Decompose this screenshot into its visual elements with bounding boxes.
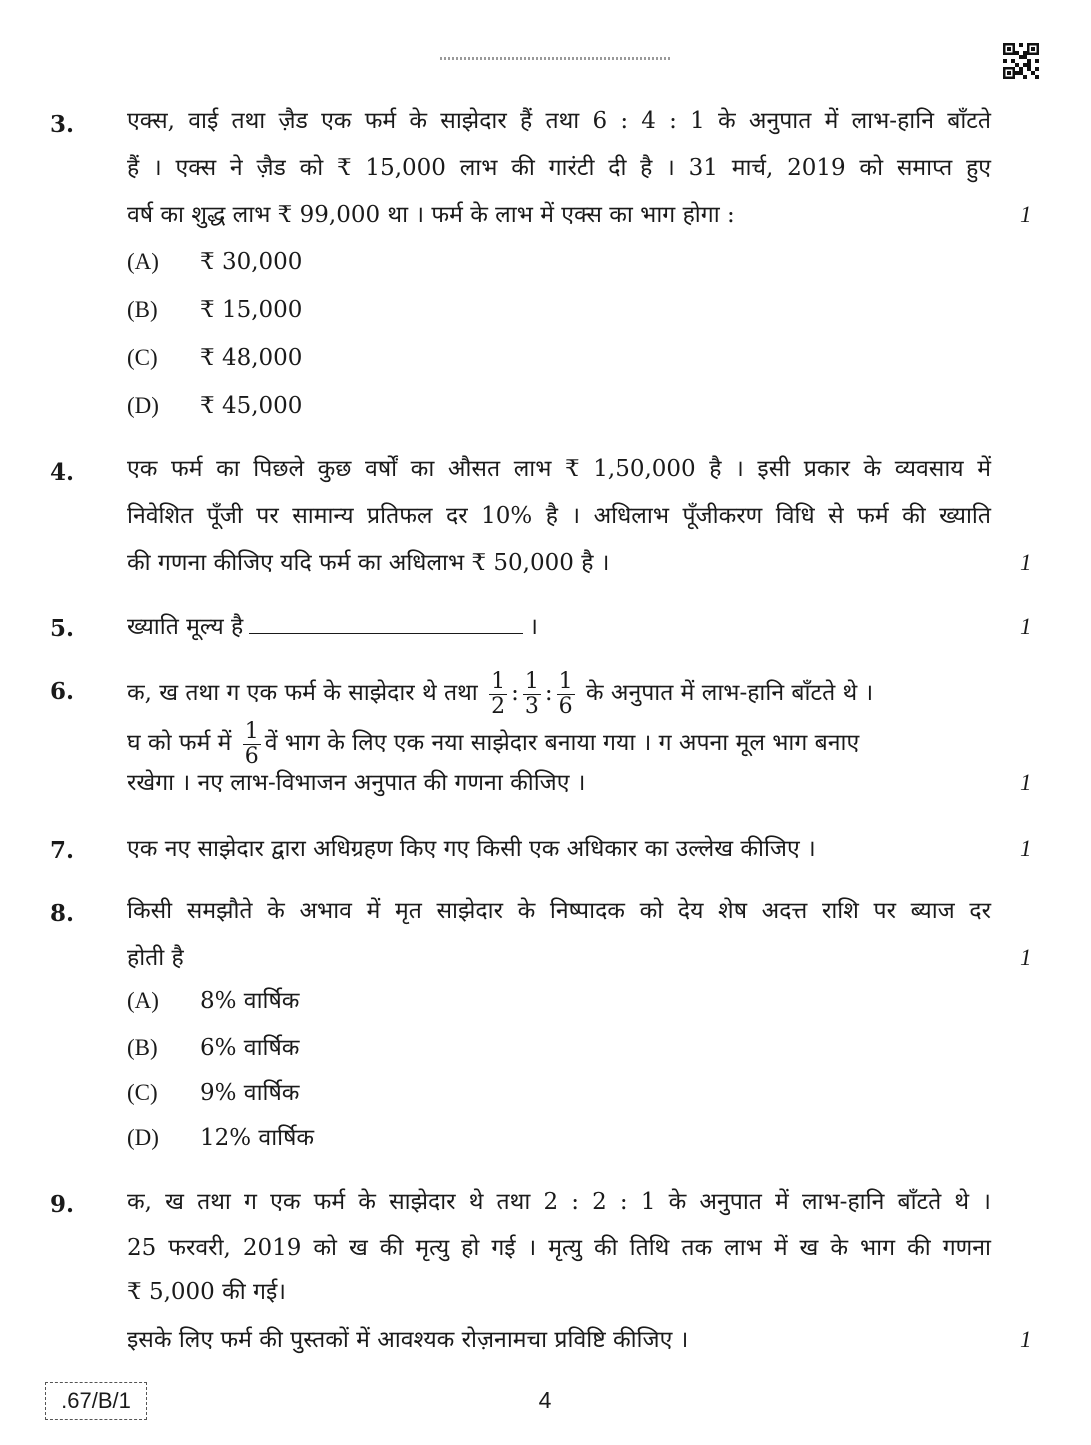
question-marks: 1 (1020, 945, 1032, 970)
option-b (127, 1033, 299, 1063)
option-text: 12% वार्षिक (200, 1125, 315, 1151)
question-text: ख्याति मूल्य है (127, 614, 244, 640)
question-text-line: 25 फरवरी, 2019 को ख की मृत्यु हो गई । मृत्यु की तिथि तक लाभ में ख के भाग की गणना (127, 1235, 991, 1261)
question-number: 4. (50, 459, 75, 486)
question-marks: 1 (1020, 202, 1032, 227)
qr-code-icon (1003, 43, 1039, 79)
option-letter: (C) (127, 1080, 158, 1105)
question-text-line: क, ख तथा ग एक फर्म के साझेदार थे तथा 2 : 2 : 1 के अनुपात में लाभ-हानि बाँटते थे । (127, 1189, 991, 1215)
question-text-line: इसके लिए फर्म की पुस्तकों में आवश्यक रोज़नामचा प्रविष्टि कीजिए । (127, 1327, 689, 1353)
option-text: 8% वार्षिक (200, 988, 300, 1014)
option-c (127, 1078, 299, 1108)
option-text: ₹ 45,000 (200, 393, 303, 419)
fraction (489, 670, 507, 719)
question-number: 8. (50, 900, 75, 927)
question-marks: 1 (1020, 836, 1032, 861)
question-text: क, ख तथा ग एक फर्म के साझेदार थे तथा (127, 680, 478, 706)
option-a (127, 986, 299, 1016)
option-d (127, 1123, 314, 1153)
option-a (127, 247, 302, 277)
fraction-denominator: 6 (558, 693, 573, 719)
question-text-line (127, 718, 991, 769)
fraction (523, 670, 541, 719)
fraction-numerator: 1 (491, 668, 506, 694)
option-text: 9% वार्षिक (200, 1080, 300, 1106)
question-marks: 1 (1020, 614, 1032, 639)
option-c (127, 343, 302, 373)
option-letter: (D) (127, 1125, 159, 1150)
question-marks: 1 (1020, 770, 1032, 795)
ratio-separator: : (544, 680, 553, 706)
fill-in-blank (249, 613, 523, 634)
question-text-line: निवेशित पूँजी पर सामान्य प्रतिफल दर 10% है । अधिलाभ पूँजीकरण विधि से फर्म की ख्याति (127, 503, 991, 529)
header-barcode-strip (440, 57, 672, 60)
fraction-denominator: 6 (244, 743, 259, 769)
question-number: 3. (50, 111, 75, 138)
question-text-line: रखेगा । नए लाभ-विभाजन अनुपात की गणना कीजिए । (127, 770, 586, 796)
option-b (127, 295, 302, 325)
question-text-line: वर्ष का शुद्ध लाभ ₹ 99,000 था । फर्म के लाभ में एक्स का भाग होगा : (127, 202, 735, 228)
option-letter: (D) (127, 393, 159, 418)
question-text-line (127, 668, 991, 719)
question-number: 7. (50, 837, 75, 864)
option-text: ₹ 30,000 (200, 249, 303, 275)
question-text-line: की गणना कीजिए यदि फर्म का अधिलाभ ₹ 50,000 है । (127, 550, 610, 576)
fraction-denominator: 2 (491, 693, 506, 719)
option-d (127, 391, 302, 421)
question-text: । (529, 614, 538, 640)
question-text-line (127, 612, 991, 642)
option-letter: (A) (127, 249, 159, 274)
fraction-denominator: 3 (524, 693, 539, 719)
question-number: 6. (50, 678, 75, 705)
question-text: घ को फर्म में (127, 730, 232, 756)
fraction (243, 720, 261, 769)
option-letter: (C) (127, 345, 158, 370)
fraction-numerator: 1 (524, 668, 539, 694)
question-text-line: एक नए साझेदार द्वारा अधिग्रहण किए गए किसी एक अधिकार का उल्लेख कीजिए । (127, 836, 816, 862)
option-text: ₹ 48,000 (200, 345, 303, 371)
option-text: ₹ 15,000 (200, 297, 303, 323)
question-text-line: होती है (127, 945, 184, 971)
fraction (557, 670, 575, 719)
page-number: 4 (538, 1387, 552, 1413)
question-text: के अनुपात में लाभ-हानि बाँटते थे । (585, 680, 874, 706)
paper-code: .67/B/1 (45, 1382, 147, 1420)
question-text: वें भाग के लिए एक नया साझेदार बनाया गया । ग अपना मूल भाग बनाए (264, 730, 860, 756)
option-letter: (A) (127, 988, 159, 1013)
question-text-line: किसी समझौते के अभाव में मृत साझेदार के निष्पादक को देय शेष अदत्त राशि पर ब्याज दर (127, 898, 991, 924)
question-number: 5. (50, 615, 75, 642)
question-text-line: एक्स, वाई तथा ज़ैड एक फर्म के साझेदार हैं तथा 6 : 4 : 1 के अनुपात में लाभ-हानि बाँटते (127, 108, 991, 134)
option-letter: (B) (127, 297, 158, 322)
question-number: 9. (50, 1191, 75, 1218)
question-marks: 1 (1020, 1327, 1032, 1352)
ratio-separator: : (511, 680, 519, 706)
question-marks: 1 (1020, 550, 1032, 575)
fraction-numerator: 1 (558, 668, 573, 694)
option-text: 6% वार्षिक (200, 1035, 300, 1061)
question-text-line: ₹ 5,000 की गई। (127, 1279, 286, 1305)
question-text-line: एक फर्म का पिछले कुछ वर्षों का औसत लाभ ₹ 1,50,000 है । इसी प्रकार के व्यवसाय में (127, 456, 991, 482)
option-letter: (B) (127, 1035, 158, 1060)
fraction-numerator: 1 (244, 718, 259, 744)
question-text-line: हैं । एक्स ने ज़ैड को ₹ 15,000 लाभ की गारंटी दी है । 31 मार्च, 2019 को समाप्त हुए (127, 155, 991, 181)
